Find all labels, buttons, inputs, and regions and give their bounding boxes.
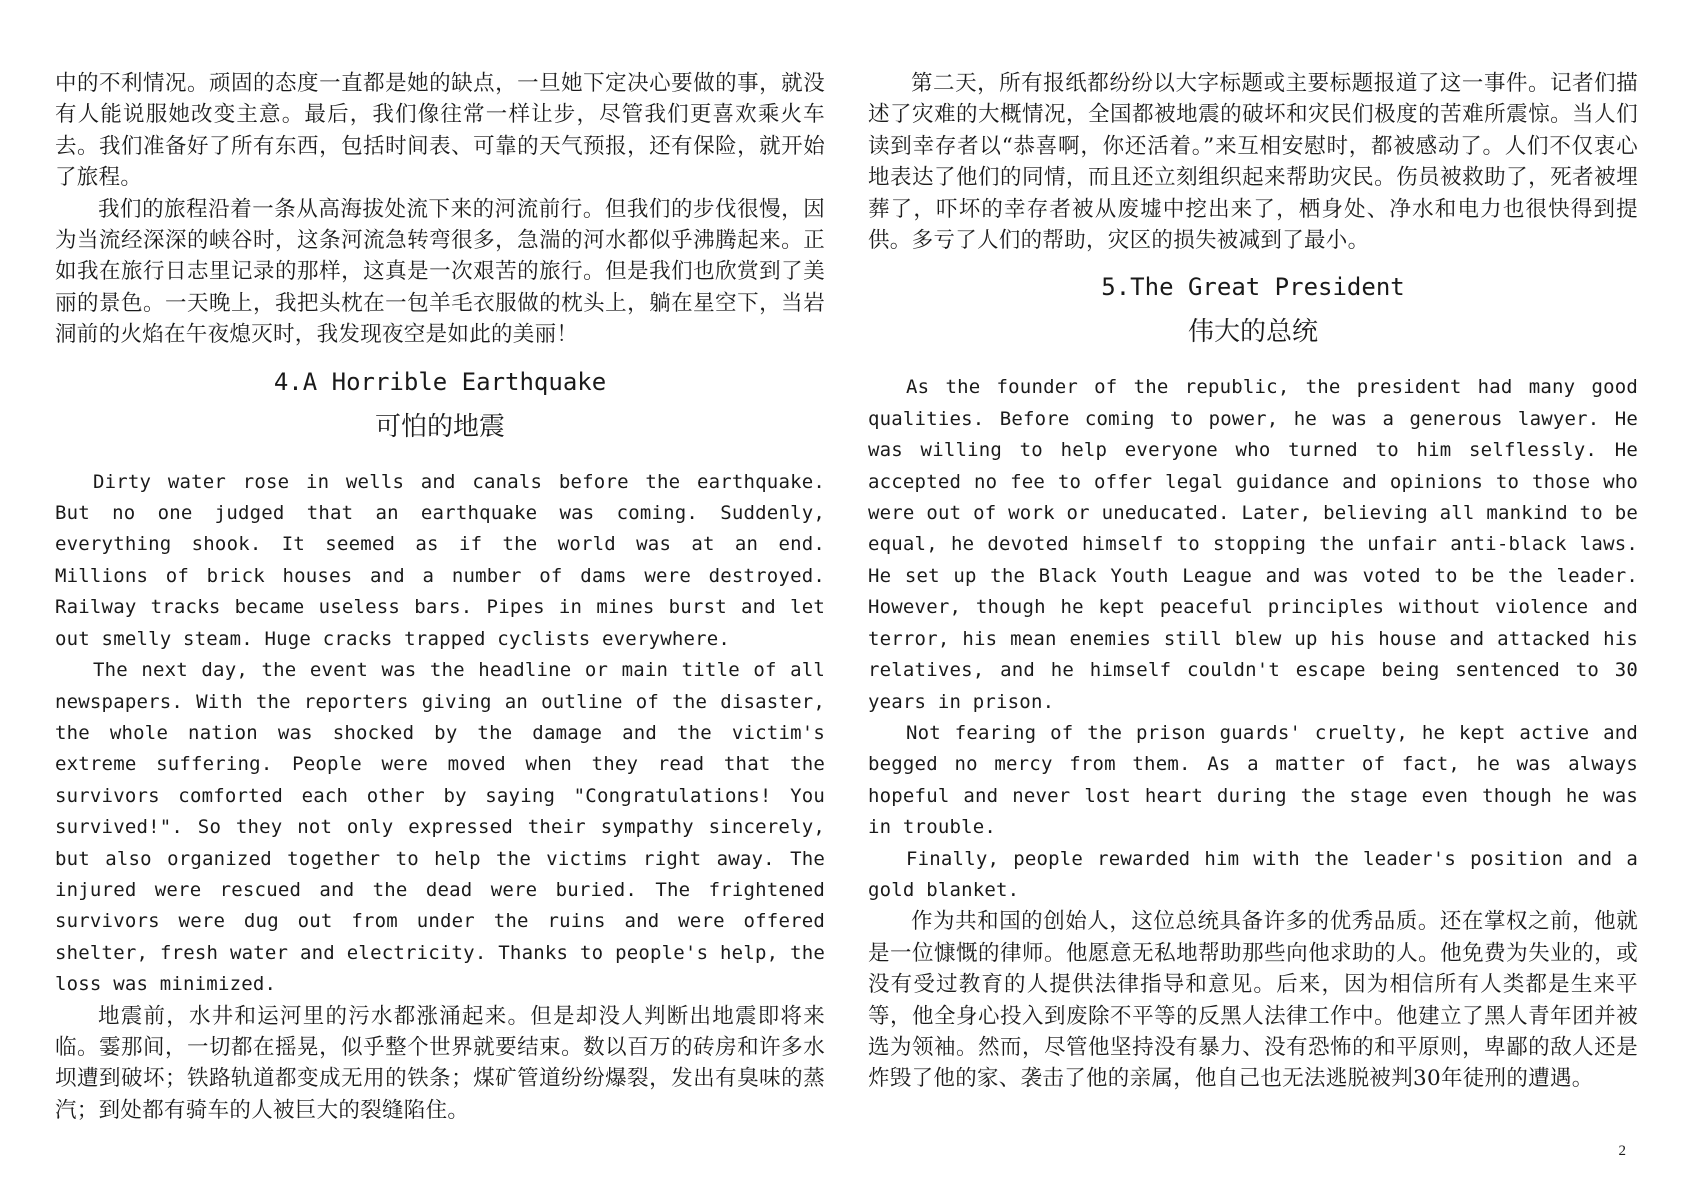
section-title-zh: 可怕的地震 [374, 411, 505, 442]
en-paragraph: As the founder of the republic, the president had many good qualities. Before coming to power, he was a generous lawyer. He was willing to help everyone who turned to him selflessly. He accepted no fee to offer legal guidance and opinions to those who were out of work or uneducated. Later, believing all mankind to be equal, he devoted himself to stopping the unfair anti-black laws. He set up the Black Youth League and was voted to be the leader. However, though he kept peaceful principles without violence and terror, his mean enemies still blew up his house and attacked his relatives, and he himself couldn't escape being sentenced to 30 years in prison. [868, 376, 1638, 713]
zh-paragraph-continuation: 中的不利情况。顽固的态度一直都是她的缺点，一旦她下定决心要做的事，就没有人能说服她改变主意。最后，我们像往常一样让步，尽管我们更喜欢乘火车去。我们准备好了所有东西，包括时间表、可靠的天气预报，还有保险，就开始了旅程。 [55, 71, 825, 191]
left-column [55, 68, 825, 1126]
section-title-en: 4.A Horrible Earthquake [273, 367, 607, 396]
zh-paragraph: 作为共和国的创始人，这位总统具备许多的优秀品质。还在掌权之前，他就是一位慷慨的律师。他愿意无私地帮助那些向他求助的人。他免费为失业的，或没有受过教育的人提供法律指导和意见。后来，因为相信所有人类都是生来平等，他全身心投入到废除不平等的反黑人法律工作中。他建立了黑人青年团并被选为领袖。然而，尽管他坚持没有暴力、没有恐怖的和平原则，卑鄙的敌人还是炸毁了他的家、袭击了他的亲属，他自己也无法逃脱被判30年徒刑的遭遇。 [868, 909, 1638, 1092]
section-title-zh: 伟大的总统 [1187, 317, 1318, 348]
section-title-en: 5.The Great President [1101, 273, 1405, 302]
en-paragraph: Dirty water rose in wells and canals before the earthquake. But no one judged that an earthquake was coming. Suddenly, everything shook. It seemed as if the world was at an end. Millions of brick houses and a number of dams were destroyed. Railway tracks became useless bars. Pipes in mines burst and let out smelly steam. Huge cracks trapped cyclists everywhere. [55, 470, 825, 650]
right-column [868, 68, 1638, 1095]
page-number: 2 [1618, 1143, 1626, 1159]
en-paragraph: The next day, the event was the headline or main title of all newspapers. With the reporters giving an outline of the disaster, the whole nation was shocked by the damage and the victim's extreme suffering. People were moved when they read that the survivors comforted each other by saying "Congratulations! You survived!". So they not only expressed their sympathy sincerely, but also organized together to help the victims right away. The injured were rescued and the dead were buried. The frightened survivors were dug out from under the ruins and were offered shelter, fresh water and electricity. Thanks to people's help, the loss was minimized. [55, 659, 825, 996]
en-paragraph: Finally, people rewarded him with the leader's position and a gold blanket. [868, 847, 1638, 901]
zh-paragraph: 第二天，所有报纸都纷纷以大字标题或主要标题报道了这一事件。记者们描述了灾难的大概情况，全国都被地震的破坏和灾民们极度的苦难所震惊。当人们读到幸存者以“恭喜啊，你还活着。”来互相安慰时，都被感动了。人们不仅衷心地表达了他们的同情，而且还立刻组织起来帮助灾民。伤员被救助了，死者被埋葬了，吓坏的幸存者被从废墟中挖出来了，栖身处、净水和电力也很快得到提供。多亏了人们的帮助，灾区的损失被减到了最小。 [868, 71, 1638, 254]
zh-paragraph: 地震前，水井和运河里的污水都涨涌起来。但是却没人判断出地震即将来临。霎那间，一切都在摇晃，似乎整个世界就要结束。数以百万的砖房和许多水坝遭到破坏；铁路轨道都变成无用的铁条；煤矿管道纷纷爆裂，发出有臭味的蒸汽；到处都有骑车的人被巨大的裂缝陷住。 [55, 1003, 825, 1123]
en-paragraph: Not fearing of the prison guards' cruelty, he kept active and begged no mercy from them. As a matter of fact, he was always hopeful and never lost heart during the stage even though he was in trouble. [868, 721, 1638, 839]
zh-paragraph-journey: 我们的旅程沿着一条从高海拔处流下来的河流前行。但我们的步伐很慢，因为当流经深深的峡谷时，这条河流急转弯很多，急湍的河水都似乎沸腾起来。正如我在旅行日志里记录的那样，这真是一次艰苦的旅行。但是我们也欣赏到了美丽的景色。一天晚上，我把头枕在一包羊毛衣服做的枕头上，躺在星空下，当岩洞前的火焰在午夜熄灭时，我发现夜空是如此的美丽！ [55, 196, 825, 348]
